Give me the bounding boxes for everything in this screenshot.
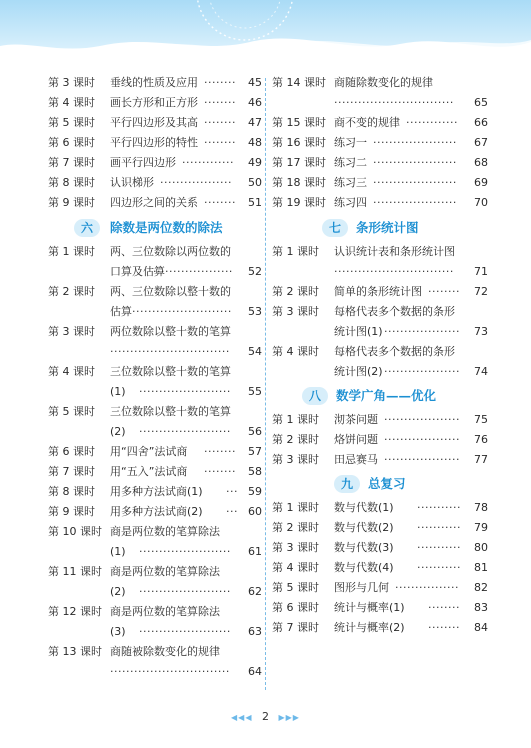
lesson-number: 第 6 课时: [48, 445, 95, 458]
lesson-title: 垂线的性质及应用: [110, 76, 198, 89]
lesson-title: 商不变的规律: [334, 116, 400, 129]
lesson-title-cont: (2): [110, 425, 126, 438]
leader-dots: ·······················: [139, 425, 231, 438]
lesson-title: 练习三: [334, 176, 367, 189]
unit-heading: [38, 219, 262, 239]
leader-dots: ·························: [132, 305, 232, 318]
lesson-number: 第 10 课时: [48, 525, 102, 538]
lesson-title: 练习一: [334, 136, 367, 149]
unit-number-badge: 七: [322, 219, 348, 237]
lesson-number: 第 16 课时: [272, 136, 326, 149]
lesson-title: 田忌赛马: [334, 453, 378, 466]
lesson-title: 画长方形和正方形: [110, 96, 198, 109]
lesson-number: 第 3 课时: [272, 305, 319, 318]
lesson-number: 第 1 课时: [272, 413, 319, 426]
lesson-number: 第 17 课时: [272, 156, 326, 169]
lesson-number: 第 12 课时: [48, 605, 102, 618]
leader-dots: ·······················: [139, 585, 231, 598]
lesson-title: 商是两位数的笔算除法: [110, 605, 220, 618]
leader-dots: ···········: [417, 541, 461, 554]
page-ref: 71: [474, 265, 488, 278]
leader-dots: ········: [204, 116, 236, 129]
page-ref: 74: [474, 365, 488, 378]
lesson-title: 用多种方法试商(1): [110, 485, 203, 498]
lesson-title: 商是两位数的笔算除法: [110, 525, 220, 538]
lesson-number: 第 4 课时: [48, 96, 95, 109]
lesson-title-cont: (3): [110, 625, 126, 638]
leader-dots: ···················: [384, 453, 460, 466]
lesson-title-cont: (1): [110, 545, 126, 558]
lesson-title: 练习四: [334, 196, 367, 209]
lesson-number: 第 14 课时: [272, 76, 326, 89]
leader-dots: ···················: [384, 433, 460, 446]
lesson-number: 第 4 课时: [272, 561, 319, 574]
lesson-title: 平行四边形的特性: [110, 136, 198, 149]
leader-dots: ···················: [384, 413, 460, 426]
page-ref: 51: [248, 196, 262, 209]
leader-dots: ········: [204, 136, 236, 149]
leader-dots: ·······················: [139, 625, 231, 638]
lesson-number: 第 18 课时: [272, 176, 326, 189]
page-ref: 73: [474, 325, 488, 338]
lesson-title-cont: (2): [110, 585, 126, 598]
leader-dots: ·············: [182, 156, 234, 169]
page-ref: 84: [474, 621, 488, 634]
lesson-number: 第 1 课时: [272, 501, 319, 514]
lesson-number: 第 8 课时: [48, 485, 95, 498]
lesson-number: 第 7 课时: [272, 621, 319, 634]
lesson-title: 统计与概率(1): [334, 601, 405, 614]
lesson-number: 第 4 课时: [272, 345, 319, 358]
header-wave-banner: [0, 0, 531, 70]
leader-dots: ················: [395, 581, 459, 594]
leader-dots: ···: [226, 505, 238, 518]
page-ref: 76: [474, 433, 488, 446]
lesson-number: 第 9 课时: [48, 196, 95, 209]
unit-title: 数学广角——优化: [336, 388, 437, 403]
page-ref: 61: [248, 545, 262, 558]
lesson-title: 商是两位数的笔算除法: [110, 565, 220, 578]
lesson-title-cont: 口算及估算: [110, 265, 165, 278]
lesson-number: 第 5 课时: [48, 405, 95, 418]
lesson-title: 三位数除以整十数的笔算: [110, 365, 231, 378]
leader-dots: ········: [204, 445, 236, 458]
lesson-title: 平行四边形及其高: [110, 116, 198, 129]
page-ref: 49: [248, 156, 262, 169]
lesson-number: 第 5 课时: [272, 581, 319, 594]
page-ref: 63: [248, 625, 262, 638]
leader-dots: ···: [226, 485, 238, 498]
lesson-title: 三位数除以整十数的笔算: [110, 405, 231, 418]
unit-heading: [268, 219, 488, 239]
leader-dots: ·············: [406, 116, 458, 129]
leader-dots: ······························: [334, 265, 454, 278]
lesson-number: 第 2 课时: [272, 433, 319, 446]
lesson-title: 认识统计表和条形统计图: [334, 245, 455, 258]
leader-dots: ·····················: [373, 156, 457, 169]
page-ref: 60: [248, 505, 262, 518]
lesson-title: 数与代数(2): [334, 521, 394, 534]
leader-dots: ·····················: [373, 136, 457, 149]
leader-dots: ·····················: [373, 176, 457, 189]
lesson-title: 两、三位数除以整十数的: [110, 285, 231, 298]
lesson-title: 用“四舍”法试商: [110, 445, 188, 458]
lesson-number: 第 19 课时: [272, 196, 326, 209]
lesson-number: 第 7 课时: [48, 465, 95, 478]
unit-heading: [268, 387, 488, 407]
page-footer: [0, 710, 531, 723]
page-ref: 56: [248, 425, 262, 438]
page-ref: 67: [474, 136, 488, 149]
lesson-title: 数与代数(4): [334, 561, 394, 574]
lesson-number: 第 3 课时: [272, 453, 319, 466]
lesson-number: 第 7 课时: [48, 156, 95, 169]
page-ref: 78: [474, 501, 488, 514]
page-ref: 81: [474, 561, 488, 574]
leader-dots: ········: [204, 465, 236, 478]
lesson-title: 商随除数变化的规律: [334, 76, 433, 89]
leader-dots: ······························: [110, 345, 230, 358]
page-ref: 57: [248, 445, 262, 458]
page-ref: 54: [248, 345, 262, 358]
lesson-number: 第 2 课时: [272, 285, 319, 298]
page-ref: 79: [474, 521, 488, 534]
lesson-title: 用多种方法试商(2): [110, 505, 203, 518]
unit-title: 总复习: [368, 476, 406, 491]
lesson-number: 第 13 课时: [48, 645, 102, 658]
leader-dots: ···········: [417, 501, 461, 514]
lesson-title: 认识梯形: [110, 176, 154, 189]
lesson-title: 简单的条形统计图: [334, 285, 422, 298]
lesson-title-cont: 统计图(1): [334, 325, 383, 338]
lesson-title: 烙饼问题: [334, 433, 378, 446]
unit-heading: [268, 475, 488, 495]
lesson-number: 第 4 课时: [48, 365, 95, 378]
lesson-title: 两位数除以整十数的笔算: [110, 325, 231, 338]
leader-dots: ······························: [110, 665, 230, 678]
leader-dots: ········: [204, 76, 236, 89]
lesson-number: 第 3 课时: [272, 541, 319, 554]
leader-dots: ····················: [153, 265, 233, 278]
page-ref: 53: [248, 305, 262, 318]
leader-dots: ···········: [417, 561, 461, 574]
lesson-number: 第 15 课时: [272, 116, 326, 129]
lesson-title: 两、三位数除以两位数的: [110, 245, 231, 258]
lesson-title: 四边形之间的关系: [110, 196, 198, 209]
page-ref: 77: [474, 453, 488, 466]
page-ref: 68: [474, 156, 488, 169]
lesson-title: 商随被除数变化的规律: [110, 645, 220, 658]
page-ref: 50: [248, 176, 262, 189]
prev-arrows-icon: ◀◀◀: [231, 713, 253, 722]
page-ref: 52: [248, 265, 262, 278]
lesson-title: 统计与概率(2): [334, 621, 405, 634]
leader-dots: ······························: [334, 96, 454, 109]
lesson-number: 第 1 课时: [272, 245, 319, 258]
next-arrows-icon: ▶▶▶: [278, 713, 300, 722]
page-ref: 64: [248, 665, 262, 678]
unit-title: 除数是两位数的除法: [110, 220, 223, 235]
lesson-title: 每格代表多个数据的条形: [334, 345, 455, 358]
lesson-title: 数与代数(3): [334, 541, 394, 554]
lesson-title: 数与代数(1): [334, 501, 394, 514]
page-number: 2: [262, 710, 269, 723]
leader-dots: ···················: [384, 365, 460, 378]
leader-dots: ···················: [384, 325, 460, 338]
lesson-title-cont: 估算: [110, 305, 132, 318]
leader-dots: ·······················: [139, 545, 231, 558]
page-ref: 59: [248, 485, 262, 498]
page-ref: 72: [474, 285, 488, 298]
lesson-title: 图形与几何: [334, 581, 389, 594]
page-ref: 47: [248, 116, 262, 129]
page-ref: 75: [474, 413, 488, 426]
lesson-number: 第 1 课时: [48, 245, 95, 258]
page-ref: 55: [248, 385, 262, 398]
unit-number-badge: 六: [74, 219, 100, 237]
page-ref: 45: [248, 76, 262, 89]
lesson-title-cont: (1): [110, 385, 126, 398]
lesson-title: 每格代表多个数据的条形: [334, 305, 455, 318]
lesson-title: 沏茶问题: [334, 413, 378, 426]
page-ref: 69: [474, 176, 488, 189]
lesson-number: 第 3 课时: [48, 325, 95, 338]
leader-dots: ········: [204, 196, 236, 209]
page-ref: 70: [474, 196, 488, 209]
lesson-number: 第 6 课时: [272, 601, 319, 614]
unit-number-badge: 九: [334, 475, 360, 493]
page-ref: 82: [474, 581, 488, 594]
page-ref: 48: [248, 136, 262, 149]
unit-title: 条形统计图: [356, 220, 419, 235]
lesson-title: 画平行四边形: [110, 156, 176, 169]
lesson-number: 第 9 课时: [48, 505, 95, 518]
lesson-number: 第 6 课时: [48, 136, 95, 149]
column-divider: [265, 78, 266, 690]
leader-dots: ········: [428, 285, 460, 298]
lesson-number: 第 5 课时: [48, 116, 95, 129]
lesson-title: 用“五入”法试商: [110, 465, 188, 478]
leader-dots: ···········: [417, 521, 461, 534]
lesson-number: 第 2 课时: [48, 285, 95, 298]
lesson-number: 第 3 课时: [48, 76, 95, 89]
page-ref: 62: [248, 585, 262, 598]
page-ref: 58: [248, 465, 262, 478]
unit-number-badge: 八: [302, 387, 328, 405]
page-ref: 66: [474, 116, 488, 129]
page-ref: 46: [248, 96, 262, 109]
leader-dots: ········: [428, 601, 460, 614]
leader-dots: ·······················: [139, 385, 231, 398]
lesson-title-cont: 统计图(2): [334, 365, 383, 378]
page-ref: 65: [474, 96, 488, 109]
lesson-title: 练习二: [334, 156, 367, 169]
leader-dots: ·····················: [373, 196, 457, 209]
leader-dots: ··················: [160, 176, 232, 189]
lesson-number: 第 11 课时: [48, 565, 102, 578]
page-ref: 80: [474, 541, 488, 554]
page-ref: 83: [474, 601, 488, 614]
leader-dots: ········: [204, 96, 236, 109]
leader-dots: ········: [428, 621, 460, 634]
lesson-number: 第 2 课时: [272, 521, 319, 534]
lesson-number: 第 8 课时: [48, 176, 95, 189]
